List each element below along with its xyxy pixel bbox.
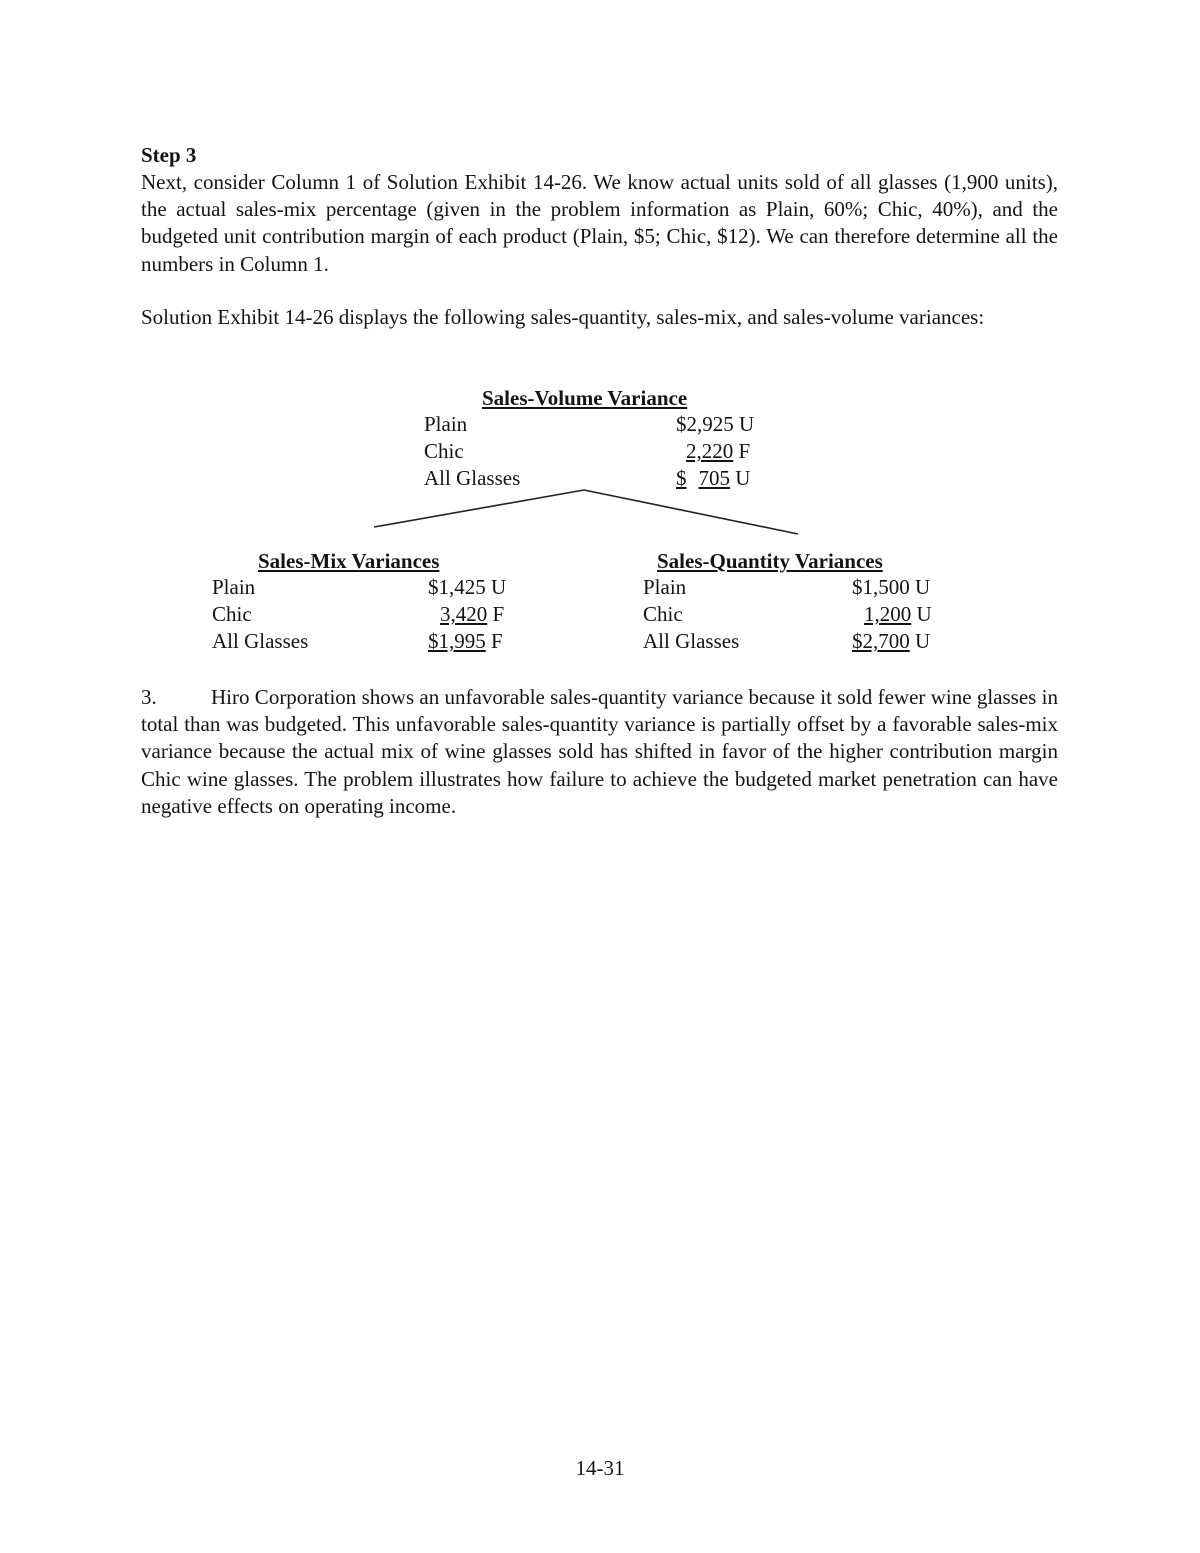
sm-row-chic-amount: 3,420 F: [440, 602, 505, 626]
sm-row-plain-amount: $1,425 U: [428, 575, 507, 599]
sales-quantity-title: Sales-Quantity Variances: [657, 549, 883, 573]
connector-right-line: [584, 490, 798, 534]
step-heading: Step 3: [141, 143, 197, 167]
page-number: 14-31: [575, 1456, 625, 1480]
sales-mix-title: Sales-Mix Variances: [258, 549, 440, 573]
answer-3-text: Hiro Corporation shows an unfavorable sales-quantity variance because it sold fewer wine glasses in total than was budgeted. This unfavorable sales-quantity variance is partially offset by a favorable sales-mix variance because the actual mix of wine glasses sold has shifted in favor of the higher contribution margin Chic wine glasses. The problem illustrates how failure to achieve the budgeted market penetration can have negative effects on operating income.: [141, 685, 1058, 818]
sv-row-plain-amount: $2,925 U: [676, 412, 755, 436]
sv-row-all-label: All Glasses: [424, 466, 521, 490]
answer-3-paragraph: [141, 684, 1058, 820]
connector-left-line: [374, 490, 584, 527]
sv-row-chic-label: Chic: [424, 439, 464, 463]
step-paragraph-2: Solution Exhibit 14-26 displays the following sales-quantity, sales-mix, and sales-volume variances:: [141, 305, 985, 329]
sq-row-chic-label: Chic: [643, 602, 683, 626]
sales-volume-title: Sales-Volume Variance: [482, 386, 688, 410]
sv-row-chic-amount: 2,220 F: [686, 439, 751, 463]
step-paragraph-1: Next, consider Column 1 of Solution Exhibit 14-26. We know actual units sold of all glasses (1,900 units), the actual sales-mix percentage (given in the problem information as Plain, 60%; Chic, 40%), and the budgeted unit contribution margin of each product (Plain, $5; Chic, $12). We can therefore determine all the numbers in Column 1.: [141, 170, 1058, 276]
sm-row-chic-label: Chic: [212, 602, 252, 626]
sm-row-plain-label: Plain: [212, 575, 256, 599]
sq-row-chic-amount: 1,200 U: [864, 602, 932, 626]
sq-row-all-label: All Glasses: [643, 629, 740, 653]
sm-row-all-label: All Glasses: [212, 629, 309, 653]
answer-3-number: 3.: [141, 685, 157, 709]
sq-row-plain-amount: $1,500 U: [852, 575, 931, 599]
sm-row-all-amount: $1,995 F: [428, 629, 503, 653]
sq-row-plain-label: Plain: [643, 575, 687, 599]
sv-row-plain-label: Plain: [424, 412, 468, 436]
sq-row-all-amount: $2,700 U: [852, 629, 931, 653]
sv-row-all-amount: $ 705 U: [676, 466, 751, 490]
